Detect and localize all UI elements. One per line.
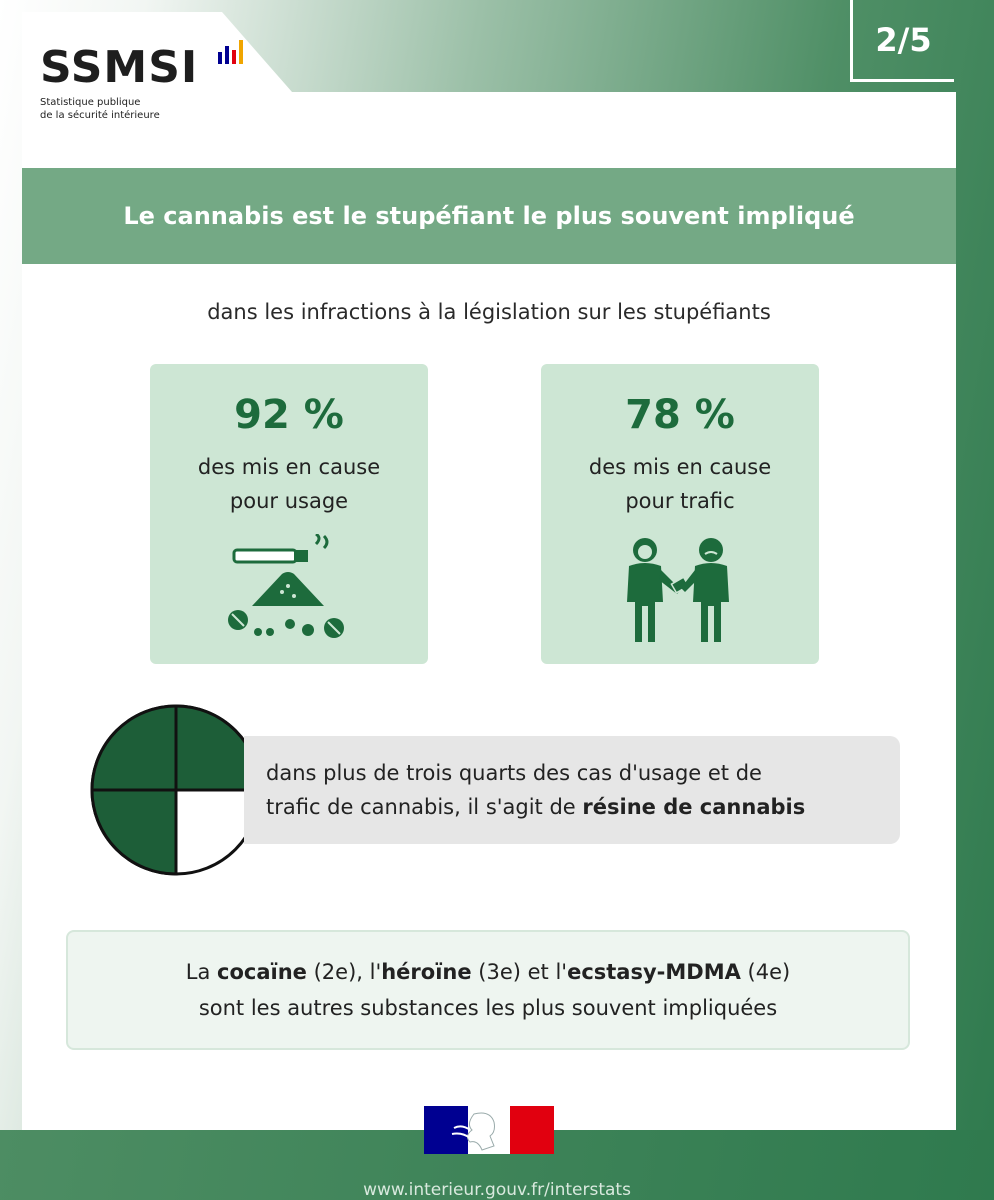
logo-subtitle: Statistique publique de la sécurité intérieure xyxy=(40,97,160,121)
three-quarters-pie-icon xyxy=(90,704,262,876)
stat-box-trafic xyxy=(541,364,819,664)
resin-line-2: trafic de cannabis, il s'agit de résine de cannabis xyxy=(266,795,806,819)
subtitle: dans les infractions à la législation sur les stupéfiants xyxy=(207,300,771,324)
stat-description: des mis en cause pour usage xyxy=(197,455,381,513)
ssmsi-logo: SSMSI xyxy=(40,42,199,93)
drugs-icon xyxy=(224,534,354,638)
marianne-flag-icon xyxy=(424,1106,554,1154)
title-band xyxy=(22,168,956,264)
dealer-exchange-icon xyxy=(615,534,745,644)
other-substances-line-1: La cocaïne (2e), l'héroïne (3e) et l'ecstasy-MDMA (4e) xyxy=(185,960,791,984)
stat-box-usage xyxy=(150,364,428,664)
footer-url: www.interieur.gouv.fr/interstats xyxy=(363,1180,631,1200)
resin-callout: dans plus de trois quarts des cas d'usage et de trafic de cannabis, il s'agit de résine de cannabis xyxy=(244,736,900,844)
other-substances-box: La cocaïne (2e), l'héroïne (3e) et l'ecstasy-MDMA (4e) sont les autres substances les plus souvent impliquées xyxy=(66,930,910,1050)
page-number: 2/5 xyxy=(850,0,954,82)
page-title: Le cannabis est le stupéfiant le plus souvent impliqué xyxy=(123,202,855,230)
stat-value: 78 % xyxy=(625,392,735,438)
stat-description: des mis en cause pour trafic xyxy=(588,455,772,513)
stat-value: 92 % xyxy=(234,392,344,438)
logo-bars-icon xyxy=(218,40,244,64)
